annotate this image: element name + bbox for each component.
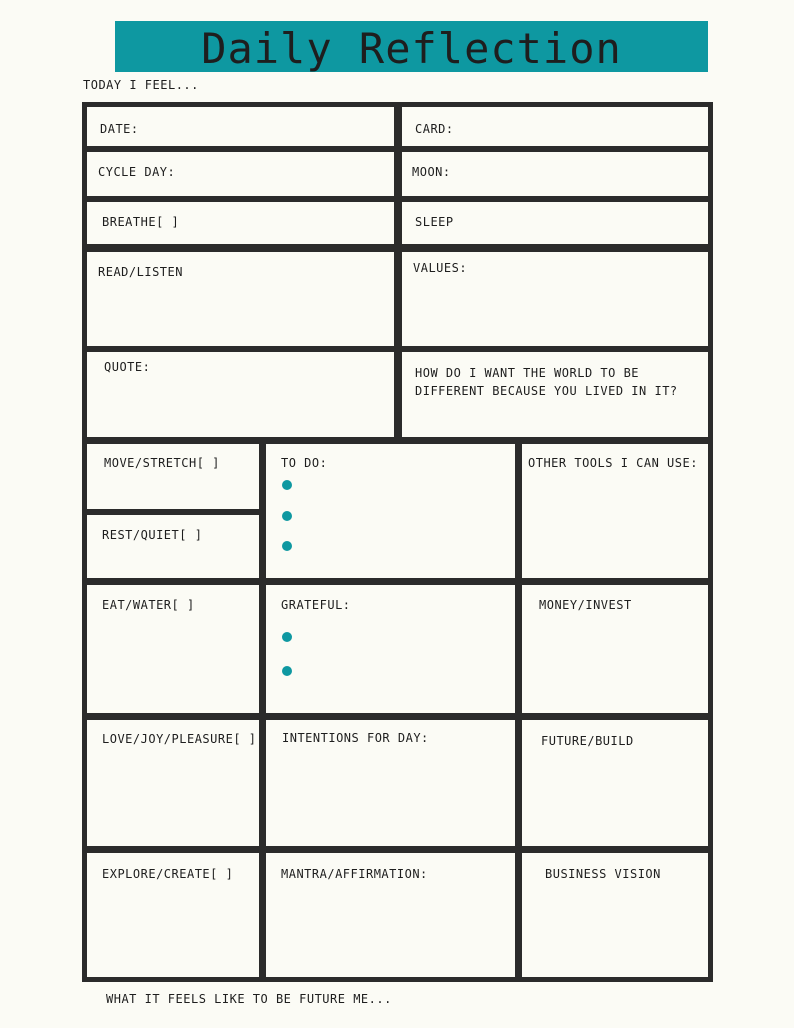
values-label: VALUES: [413, 261, 468, 275]
card-label: CARD: [415, 122, 454, 136]
grateful-bullet-2 [282, 666, 292, 676]
business-vision-cell[interactable] [522, 853, 708, 977]
page-title: Daily Reflection [201, 24, 622, 73]
to-do-label: TO DO: [281, 456, 328, 470]
explore-create-label: EXPLORE/CREATE[ ] [102, 867, 234, 881]
moon-cell[interactable] [402, 152, 708, 196]
business-vision-label: BUSINESS VISION [545, 867, 661, 881]
read-listen-label: READ/LISTEN [98, 265, 183, 279]
other-tools-label: OTHER TOOLS I CAN USE: [528, 456, 698, 470]
reflection-grid [82, 102, 713, 982]
eat-water-cell[interactable] [87, 585, 259, 713]
breathe-label: BREATHE[ ] [102, 215, 180, 229]
breathe-cell[interactable] [87, 202, 394, 244]
footer-prompt: WHAT IT FEELS LIKE TO BE FUTURE ME... [106, 992, 392, 1006]
eat-water-label: EAT/WATER[ ] [102, 598, 195, 612]
date-cell[interactable] [87, 107, 394, 146]
today-i-feel-label: TODAY I FEEL... [83, 78, 199, 92]
moon-label: MOON: [412, 165, 451, 179]
love-joy-cell[interactable] [87, 720, 259, 846]
love-joy-label: LOVE/JOY/PLEASURE[ ] [102, 732, 257, 746]
mantra-label: MANTRA/AFFIRMATION: [281, 867, 428, 881]
move-stretch-cell[interactable] [87, 444, 259, 509]
rest-quiet-label: REST/QUIET[ ] [102, 528, 203, 542]
intentions-cell[interactable] [266, 720, 515, 846]
quote-cell[interactable] [87, 352, 394, 437]
date-label: DATE: [100, 122, 139, 136]
future-build-label: FUTURE/BUILD [541, 734, 634, 748]
quote-label: QUOTE: [104, 360, 151, 374]
money-invest-label: MONEY/INVEST [539, 598, 632, 612]
grateful-cell[interactable] [266, 585, 515, 713]
money-invest-cell[interactable] [522, 585, 708, 713]
world-question-line2: DIFFERENT BECAUSE YOU LIVED IN IT? [415, 384, 678, 398]
explore-create-cell[interactable] [87, 853, 259, 977]
to-do-bullet-2 [282, 511, 292, 521]
values-cell[interactable] [402, 252, 708, 346]
cycle-day-cell[interactable] [87, 152, 394, 196]
mantra-cell[interactable] [266, 853, 515, 977]
to-do-bullet-1 [282, 480, 292, 490]
world-question-line1: HOW DO I WANT THE WORLD TO BE [415, 366, 640, 380]
grateful-bullet-1 [282, 632, 292, 642]
sleep-label: SLEEP [415, 215, 454, 229]
move-stretch-label: MOVE/STRETCH[ ] [104, 456, 220, 470]
read-listen-cell[interactable] [87, 252, 394, 346]
to-do-bullet-3 [282, 541, 292, 551]
cycle-day-label: CYCLE DAY: [98, 165, 176, 179]
other-tools-cell[interactable] [522, 444, 708, 578]
to-do-cell[interactable] [266, 444, 515, 578]
rest-quiet-cell[interactable] [87, 515, 259, 578]
intentions-label: INTENTIONS FOR DAY: [282, 731, 429, 745]
future-build-cell[interactable] [522, 720, 708, 846]
sleep-cell[interactable] [402, 202, 708, 244]
grateful-label: GRATEFUL: [281, 598, 351, 612]
world-question-cell[interactable] [402, 352, 708, 437]
card-cell[interactable] [402, 107, 708, 146]
